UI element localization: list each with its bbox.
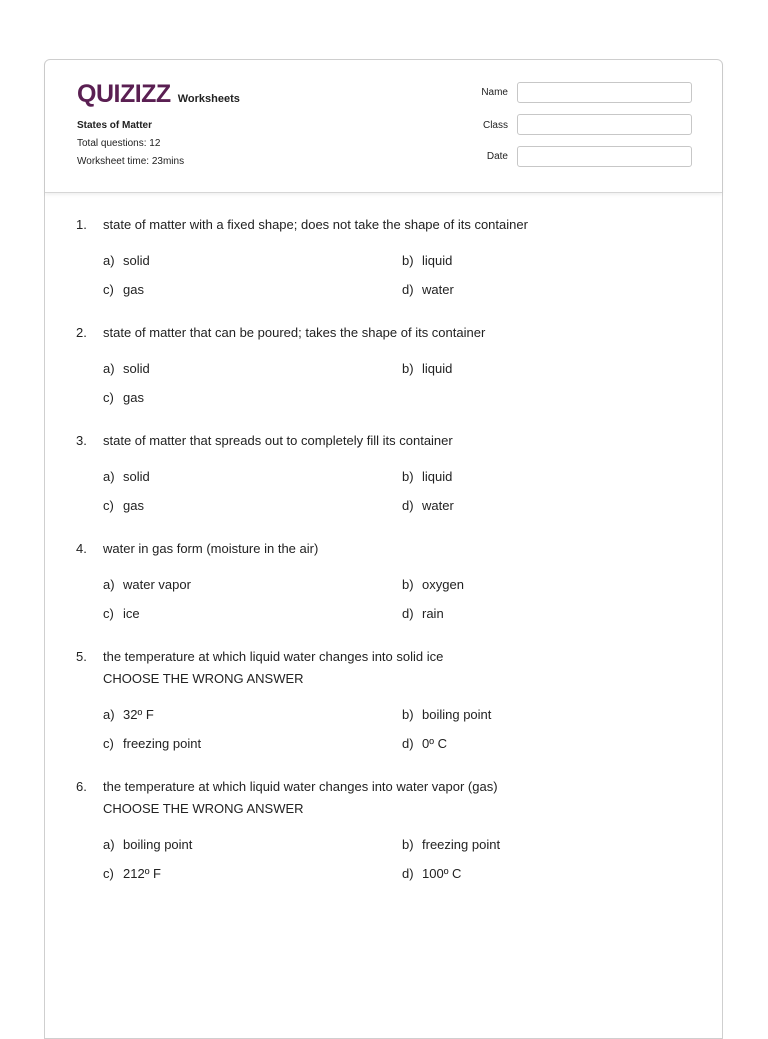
option-letter: b) (402, 469, 414, 484)
option-letter: d) (402, 736, 414, 751)
question-text: water in gas form (moisture in the air) (103, 541, 319, 556)
question-stem-line (76, 430, 696, 452)
option-letter: c) (103, 498, 114, 513)
worksheet-time: Worksheet time: 23mins (77, 156, 185, 167)
question-stem-line (76, 214, 696, 236)
answer-option[interactable] (103, 387, 402, 408)
answer-option[interactable] (402, 704, 701, 725)
option-letter: b) (402, 253, 414, 268)
option-letter: d) (402, 498, 414, 513)
option-letter: a) (103, 469, 115, 484)
option-text: solid (123, 361, 150, 376)
option-text: freezing point (422, 837, 501, 852)
date-label: Date (486, 151, 508, 162)
option-letter: b) (402, 707, 414, 722)
question-number (76, 798, 103, 820)
answer-option[interactable] (402, 466, 701, 487)
logo-subtitle: Worksheets (177, 93, 240, 105)
answer-option[interactable] (103, 704, 402, 725)
question-5 (76, 646, 696, 754)
question-3 (76, 430, 696, 516)
option-text: solid (123, 253, 150, 268)
option-text: water vapor (123, 577, 191, 592)
answer-option[interactable] (103, 834, 402, 855)
option-text: 100º C (422, 866, 462, 881)
date-field[interactable] (517, 146, 692, 167)
answer-option[interactable] (402, 495, 701, 516)
option-text: 32º F (123, 707, 154, 722)
question-number (76, 668, 103, 690)
option-letter: a) (103, 837, 115, 852)
answer-option[interactable] (103, 466, 402, 487)
answer-option[interactable] (103, 863, 402, 884)
question-number: 3. (76, 433, 87, 448)
option-text: solid (123, 469, 150, 484)
question-text: CHOOSE THE WRONG ANSWER (103, 671, 304, 686)
option-letter: d) (402, 282, 414, 297)
answer-options (103, 466, 696, 516)
question-stem-line (76, 646, 696, 668)
question-stem-line (76, 798, 696, 820)
option-text: gas (123, 390, 144, 405)
option-text: 0º C (422, 736, 447, 751)
question-1 (76, 214, 696, 300)
question-stem-line (76, 776, 696, 798)
logo-wordmark: QUIZIZZ (77, 80, 171, 108)
option-text: gas (123, 498, 144, 513)
option-letter: b) (402, 361, 414, 376)
question-text: CHOOSE THE WRONG ANSWER (103, 801, 304, 816)
option-text: boiling point (123, 837, 193, 852)
answer-option[interactable] (103, 279, 402, 300)
question-number: 4. (76, 541, 87, 556)
option-letter: b) (402, 577, 414, 592)
question-text: the temperature at which liquid water changes into solid ice (103, 649, 444, 664)
question-number: 5. (76, 649, 87, 664)
question-stem-line (76, 322, 696, 344)
option-text: freezing point (123, 736, 202, 751)
total-questions: Total questions: 12 (77, 138, 161, 149)
answer-options (103, 250, 696, 300)
option-letter: d) (402, 866, 414, 881)
answer-options (103, 574, 696, 624)
option-text: oxygen (422, 577, 464, 592)
option-letter: a) (103, 577, 115, 592)
answer-option[interactable] (103, 358, 402, 379)
option-letter: c) (103, 866, 114, 881)
question-2 (76, 322, 696, 408)
class-field[interactable] (517, 114, 692, 135)
worksheet-title: States of Matter (77, 120, 153, 131)
answer-options (103, 358, 696, 408)
option-text: ice (123, 606, 140, 621)
option-letter: c) (103, 736, 114, 751)
question-text: state of matter that spreads out to completely fill its container (103, 433, 453, 448)
question-stem-line (76, 668, 696, 690)
option-letter: d) (402, 606, 414, 621)
option-letter: c) (103, 282, 114, 297)
option-text: liquid (422, 469, 453, 484)
option-text: liquid (422, 361, 453, 376)
answer-option[interactable] (402, 863, 701, 884)
option-text: liquid (422, 253, 453, 268)
option-letter: c) (103, 606, 114, 621)
option-text: rain (422, 606, 444, 621)
option-letter: a) (103, 253, 115, 268)
option-text: water (422, 498, 454, 513)
option-text: gas (123, 282, 144, 297)
answer-options (103, 834, 696, 884)
answer-option[interactable] (103, 733, 402, 754)
option-letter: c) (103, 390, 114, 405)
class-label: Class (482, 120, 508, 131)
answer-option[interactable] (402, 250, 701, 271)
question-4 (76, 538, 696, 624)
question-number: 1. (76, 217, 87, 232)
question-stem-line (76, 538, 696, 560)
answer-option[interactable] (103, 574, 402, 595)
answer-options (103, 704, 696, 754)
option-text: water (422, 282, 454, 297)
question-list (76, 214, 696, 906)
option-text: boiling point (422, 707, 492, 722)
option-letter: a) (103, 361, 115, 376)
quizizz-logo (77, 80, 240, 109)
answer-option[interactable] (103, 495, 402, 516)
question-number: 6. (76, 779, 87, 794)
question-text: the temperature at which liquid water changes into water vapor (gas) (103, 779, 498, 794)
answer-option[interactable] (103, 603, 402, 624)
answer-option[interactable] (402, 603, 701, 624)
worksheet-page (44, 59, 723, 1039)
question-number: 2. (76, 325, 87, 340)
question-text: state of matter that can be poured; takes the shape of its container (103, 325, 486, 340)
answer-option[interactable] (402, 358, 701, 379)
question-text: state of matter with a fixed shape; does not take the shape of its container (103, 217, 528, 232)
option-letter: b) (402, 837, 414, 852)
option-letter: a) (103, 707, 115, 722)
answer-option[interactable] (402, 733, 701, 754)
question-6 (76, 776, 696, 884)
name-field[interactable] (517, 82, 692, 103)
answer-option[interactable] (402, 279, 701, 300)
worksheet-header (45, 60, 722, 193)
answer-option[interactable] (103, 250, 402, 271)
answer-option[interactable] (402, 574, 701, 595)
answer-option[interactable] (402, 834, 701, 855)
option-text: 212º F (123, 866, 161, 881)
name-label: Name (481, 87, 508, 98)
